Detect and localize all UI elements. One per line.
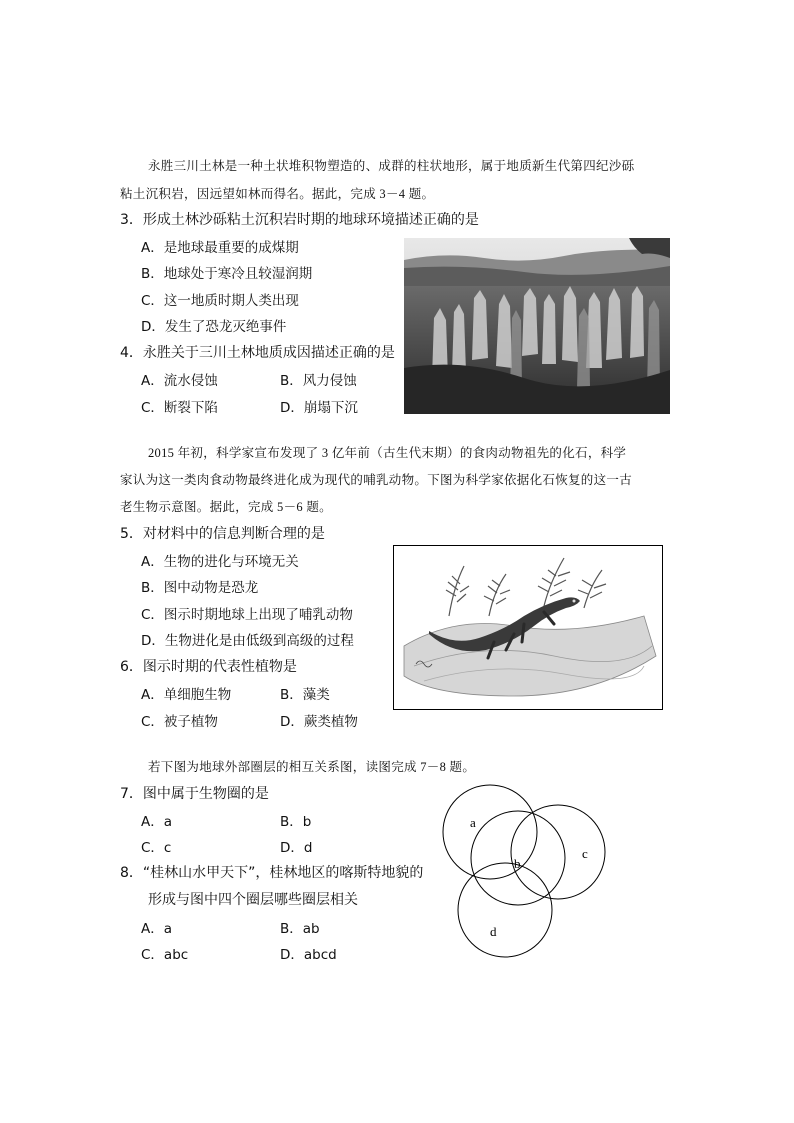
- label-d: d: [490, 924, 497, 939]
- circle-d: [458, 863, 552, 957]
- q4-option-d: D．崩塌下沉: [280, 400, 358, 416]
- q8-option-a: A．a: [141, 921, 173, 937]
- q8-stem-line1: 8．“桂林山水甲天下”，桂林地区的喀斯特地貌的: [120, 865, 424, 881]
- q5-option-c: C．图示时期地球上出现了哺乳动物: [141, 607, 353, 623]
- q5-stem: 5．对材料中的信息判断合理的是: [120, 526, 325, 542]
- q8-option-b: B．ab: [280, 921, 320, 937]
- q5-option-b: B．图中动物是恐龙: [141, 580, 259, 596]
- lizard-drawing: [393, 545, 663, 710]
- q3-stem: 3．形成土林沙砾粘土沉积岩时期的地球环境描述正确的是: [120, 212, 479, 228]
- intro-s1-line2: 粘土沉积岩，因远望如林而得名。据此，完成 3－4 题。: [120, 187, 435, 201]
- intro-s1-line1: 永胜三川土林是一种土状堆积物塑造的、成群的柱状地形，属于地质新生代第四纪沙砾: [148, 159, 635, 173]
- q7-option-b: B．b: [280, 814, 312, 830]
- q4-option-b: B．风力侵蚀: [280, 373, 357, 389]
- intro-s2-line1: 2015 年初，科学家宣布发现了 3 亿年前（古生代末期）的食肉动物祖先的化石，科学: [148, 446, 627, 460]
- q6-option-d: D．蕨类植物: [280, 714, 358, 730]
- q5-option-d: D．生物进化是由低级到高级的过程: [141, 633, 354, 649]
- label-a: a: [470, 815, 476, 830]
- q7-option-a: A．a: [141, 814, 173, 830]
- q5-option-a: A．生物的进化与环境无关: [141, 554, 299, 570]
- earth-forest-photo: [404, 238, 670, 414]
- q4-option-c: C．断裂下陷: [141, 400, 218, 416]
- q6-option-c: C．被子植物: [141, 714, 218, 730]
- circle-c: [511, 805, 605, 899]
- spheres-venn-diagram: [430, 770, 620, 970]
- q6-option-a: A．单细胞生物: [141, 687, 232, 703]
- q3-option-a: A．是地球最重要的成煤期: [141, 240, 299, 256]
- q4-option-a: A．流水侵蚀: [141, 373, 218, 389]
- q3-option-c: C．这一地质时期人类出现: [141, 293, 299, 309]
- intro-s2-line2: 家认为这一类肉食动物最终进化成为现代的哺乳动物。下图为科学家依据化石恢复的这一古: [120, 473, 633, 487]
- q8-stem-line2: 形成与图中四个圈层哪些圈层相关: [148, 892, 358, 908]
- q8-option-d: D．abcd: [280, 947, 337, 963]
- q7-option-d: D．d: [280, 840, 313, 856]
- q7-option-c: C．c: [141, 840, 172, 856]
- q6-option-b: B．藻类: [280, 687, 330, 703]
- q8-option-c: C．abc: [141, 947, 189, 963]
- q3-option-d: D．发生了恐龙灭绝事件: [141, 319, 287, 335]
- intro-s2-line3: 老生物示意图。据此，完成 5－6 题。: [120, 500, 332, 514]
- label-c: c: [582, 846, 588, 861]
- q3-option-b: B．地球处于寒冷且较湿润期: [141, 266, 313, 282]
- label-b: b: [514, 856, 521, 871]
- circle-a: [443, 785, 537, 879]
- q7-stem: 7．图中属于生物圈的是: [120, 786, 269, 802]
- intro-s3: 若下图为地球外部圈层的相互关系图，读图完成 7－8 题。: [148, 760, 476, 774]
- q4-stem: 4．永胜关于三川土林地质成因描述正确的是: [120, 345, 395, 361]
- q6-stem: 6．图示时期的代表性植物是: [120, 659, 297, 675]
